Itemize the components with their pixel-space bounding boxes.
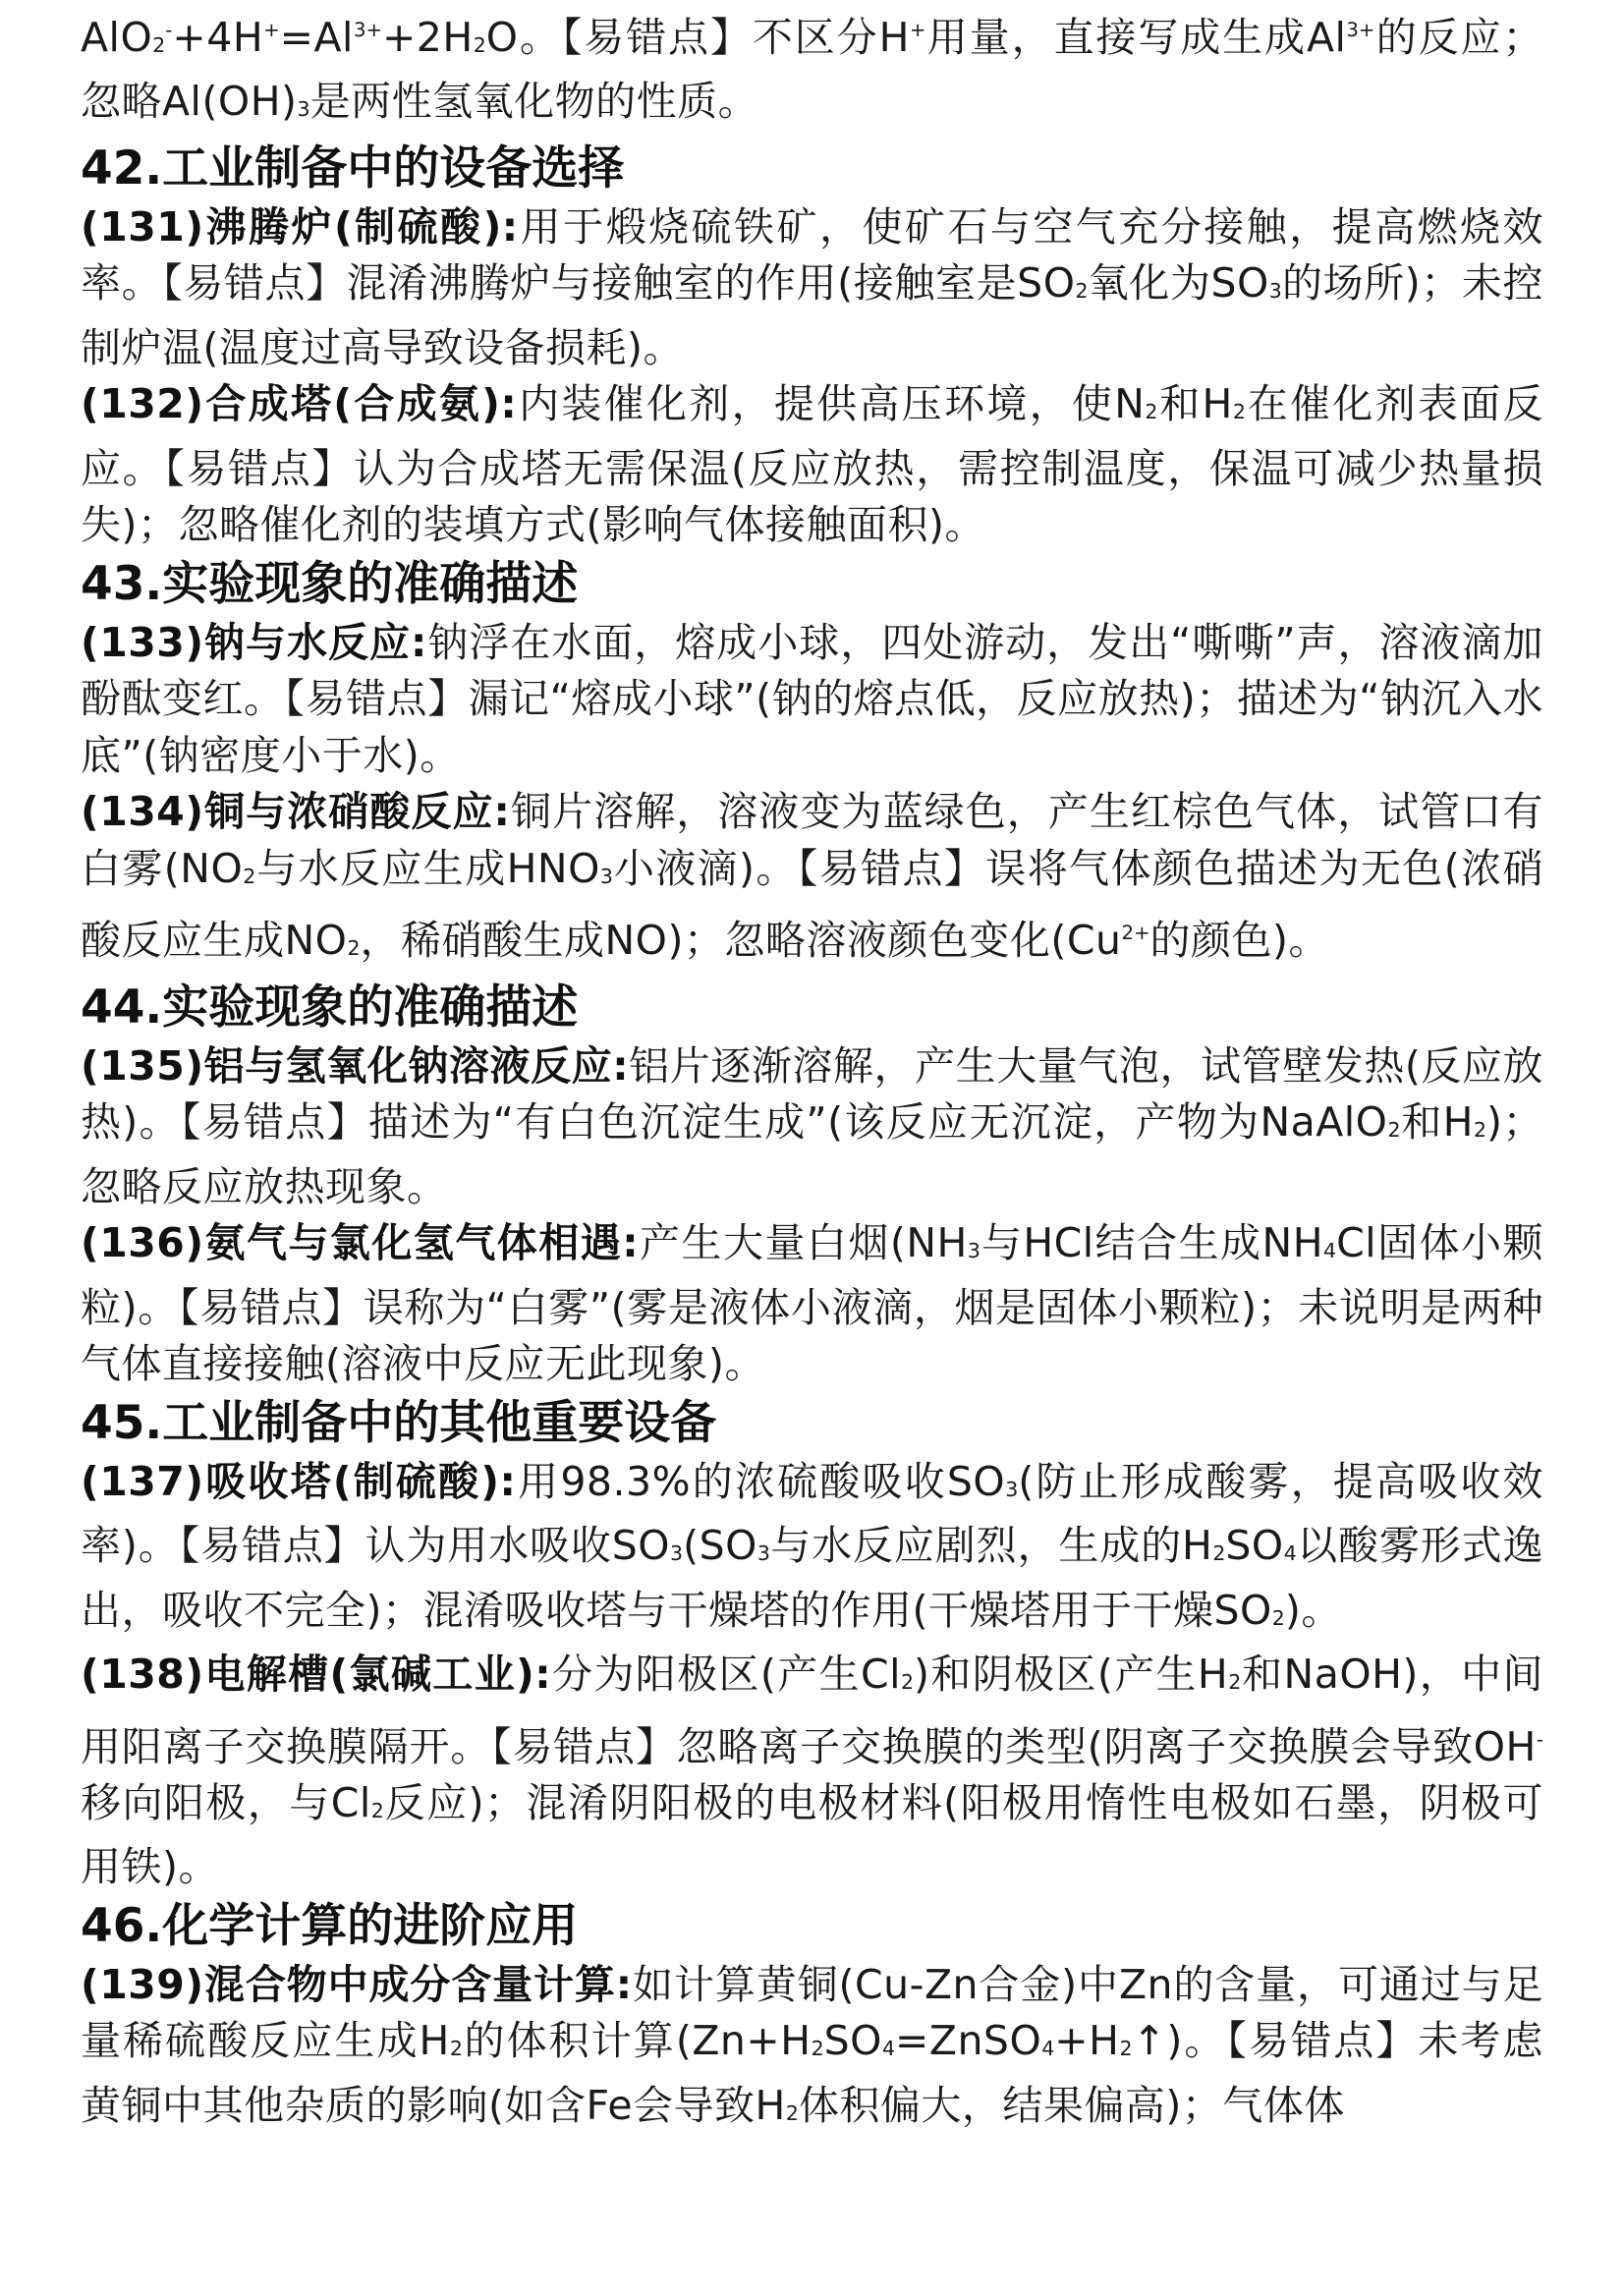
paragraph [81, 1454, 1543, 1648]
text-run: 44.实验现象的准确描述 [81, 980, 579, 1035]
subscript: 3 [599, 864, 613, 888]
item-label: (136)氨气与氯化氢气体相遇: [81, 1219, 640, 1267]
subscript: 2 [1075, 279, 1089, 304]
subscript: 4 [881, 2037, 895, 2061]
text-run: )。 [1284, 1586, 1342, 1634]
text-run: O。【易错点】不区分H [485, 13, 910, 61]
text-run: 46.化学计算的进阶应用 [81, 1898, 579, 1953]
section-heading [81, 1896, 1543, 1957]
text-run: 内装催化剂，提供高压环境，使N [517, 380, 1146, 428]
paragraph [81, 1957, 1543, 2143]
subscript: 3 [297, 97, 310, 122]
text-run: Cl固体小颗粒)。【易错点】误称为“白雾”(雾是液体小液滴，烟是固体小颗粒)；未说明是两种气体直接接触(溶液中反应无此现象)。 [81, 1219, 1543, 1388]
text-run: 与HCl结合生成NH [980, 1219, 1324, 1267]
subscript: 2 [1228, 1670, 1242, 1695]
text-run: +2H [381, 13, 474, 61]
subscript: 2 [1119, 2037, 1133, 2061]
text-run: 和H [1157, 380, 1233, 428]
subscript: 2 [449, 2037, 463, 2061]
subscript: 2 [1212, 1541, 1226, 1566]
superscript: 2+ [1121, 922, 1150, 945]
text-run: =ZnSO [895, 2017, 1042, 2065]
subscript: 3 [670, 1541, 684, 1566]
text-run: 是两性氢氧化物的性质。 [309, 78, 759, 126]
subscript: 2 [811, 2037, 824, 2061]
section-heading [81, 139, 1543, 199]
text-run: 产生大量白烟(NH [639, 1219, 968, 1267]
subscript: 4 [1041, 2037, 1055, 2061]
paragraph [81, 784, 1543, 977]
superscript: + [263, 19, 280, 41]
subscript: 2 [900, 1670, 915, 1695]
paragraph [81, 199, 1543, 377]
text-run: 体积偏大，结果偏高)；气体体 [798, 2081, 1345, 2129]
subscript: 2 [347, 936, 361, 961]
subscript: 2 [1145, 400, 1158, 424]
text-run: 用量，直接写成生成Al [925, 13, 1347, 61]
text-run: =Al [279, 13, 354, 61]
text-run: ，稀硝酸生成NO)；忽略溶液颜色变化(Cu [360, 917, 1122, 965]
text-run: 在催化剂表面反应。【易错点】认为合成塔无需保温(反应放热，需控制温度，保温可减少热量损失)；忽略催化剂的装填方式(影响气体接触面积)。 [81, 380, 1543, 549]
subscript: 2 [1473, 1118, 1486, 1143]
superscript: - [1536, 1727, 1543, 1751]
subscript: 3 [967, 1239, 980, 1263]
text-run: 分为阳极区(产生Cl [551, 1651, 901, 1699]
text-run: ↑)。【易错点】未考虑黄铜中其他杂质的影响(如含Fe会导致H [81, 2017, 1543, 2129]
text-run: 的体积计算(Zn+H [462, 2017, 812, 2065]
superscript: 3+ [353, 19, 382, 41]
text-run: 与水反应剧烈，生成的H [769, 1522, 1213, 1570]
text-run: 小液滴)。【易错点】误将气体颜色描述为无色(浓硝酸反应生成NO [81, 844, 1544, 965]
paragraph [81, 615, 1543, 785]
text-run: +H [1054, 2017, 1120, 2065]
subscript: 2 [1387, 1118, 1401, 1143]
subscript: 2 [370, 1798, 384, 1822]
text-run: 的反应；忽略Al(OH) [81, 13, 1544, 126]
subscript: 2 [785, 2100, 799, 2125]
item-label: (132)合成塔(合成氨): [81, 380, 518, 428]
text-run: )和阴极区(产生H [914, 1651, 1229, 1699]
text-run: +4H [172, 13, 264, 61]
text-run: 42.工业制备中的设备选择 [81, 140, 625, 196]
text-run: 用于煅烧硫铁矿，使矿石与空气充分接触，提高燃烧效率。【易错点】混淆沸腾炉与接触室的作用(接触室是SO [81, 202, 1543, 308]
text-run: 铝片逐渐溶解，产生大量气泡，试管壁发热(反应放热)。【易错点】描述为“有白色沉淀生成”(该反应无沉淀，产物为NaAlO [81, 1041, 1543, 1147]
paragraph [81, 376, 1543, 554]
item-label: (131)沸腾炉(制硫酸): [81, 202, 519, 251]
text-run: 如计算黄铜(Cu-Zn合金)中Zn的含量，可通过与足量稀硫酸反应生成H [81, 1960, 1543, 2065]
subscript: 2 [473, 32, 486, 57]
item-label: (135)铝与氢氧化钠溶液反应: [81, 1041, 630, 1090]
text-run: 45.工业制备中的其他重要设备 [81, 1395, 717, 1450]
text-run: 移向阳极，与Cl [81, 1778, 371, 1826]
superscript: 3+ [1346, 19, 1375, 41]
subscript: 3 [756, 1541, 770, 1566]
text-run: 的场所)；未控制炉温(温度过高导致设备损耗)。 [81, 259, 1543, 371]
text-run: 的颜色)。 [1149, 917, 1330, 965]
item-label: (133)钠与水反应: [81, 618, 427, 666]
text-run: (防止形成酸雾，提高吸收效率)。【易错点】认为用水吸收SO [81, 1457, 1544, 1570]
text-run: SO [823, 2017, 882, 2065]
subscript: 2 [1232, 400, 1246, 424]
subscript: 4 [1283, 1541, 1297, 1566]
item-label: (134)铜与浓硝酸反应: [81, 788, 511, 836]
subscript: 2 [152, 32, 166, 57]
subscript: 2 [243, 864, 256, 888]
paragraph [81, 1038, 1543, 1216]
item-label: (139)混合物中成分含量计算: [81, 1960, 633, 2008]
text-run: 以酸雾形式逸出，吸收不完全)；混淆吸收塔与干燥塔的作用(干燥塔用于干燥SO [81, 1522, 1543, 1634]
section-heading [81, 554, 1543, 615]
section-heading [81, 978, 1543, 1038]
subscript: 2 [1271, 1605, 1285, 1630]
text-run: 铜片溶解，溶液变为蓝绿色，产生红棕色气体，试管口有白雾(NO [81, 788, 1543, 892]
text-run: 钠浮在水面，熔成小球，四处游动，发出“嘶嘶”声，溶液滴加酚酞变红。【易错点】漏记“熔成小球”(钠的熔点低，反应放热)；描述为“钠沉入水底”(钠密度小于水)。 [81, 618, 1543, 779]
text-run: 和NaOH)，中间用阳离子交换膜隔开。【易错点】忽略离子交换膜的类型(阴离子交换膜会导致OH [81, 1651, 1543, 1770]
subscript: 3 [1005, 1477, 1019, 1501]
superscript: - [165, 19, 173, 41]
text-run: 和H [1400, 1098, 1474, 1147]
text-run: 反应)；混淆阴阳极的电极材料(阳极用惰性电极如石墨，阴极可用铁)。 [81, 1778, 1543, 1891]
text-run: (SO [683, 1522, 757, 1570]
section-heading [81, 1393, 1543, 1454]
subscript: 4 [1323, 1239, 1337, 1263]
superscript: + [909, 19, 926, 41]
text-run: SO [1225, 1522, 1284, 1570]
paragraph [81, 1215, 1543, 1393]
text-run: )；忽略反应放热现象。 [81, 1098, 1543, 1210]
item-label: (138)电解槽(氯碱工业): [81, 1651, 552, 1699]
text-run: 氧化为SO [1088, 259, 1269, 308]
text-run: AlO [81, 13, 153, 61]
subscript: 3 [1268, 279, 1282, 304]
item-label: (137)吸收塔(制硫酸): [81, 1457, 517, 1505]
paragraph [81, 1647, 1543, 1896]
paragraph [81, 2, 1543, 139]
text-run: 用98.3%的浓硫酸吸收SO [516, 1457, 1006, 1505]
text-run: 43.实验现象的准确描述 [81, 556, 579, 611]
text-run: 与水反应生成HNO [255, 844, 600, 892]
